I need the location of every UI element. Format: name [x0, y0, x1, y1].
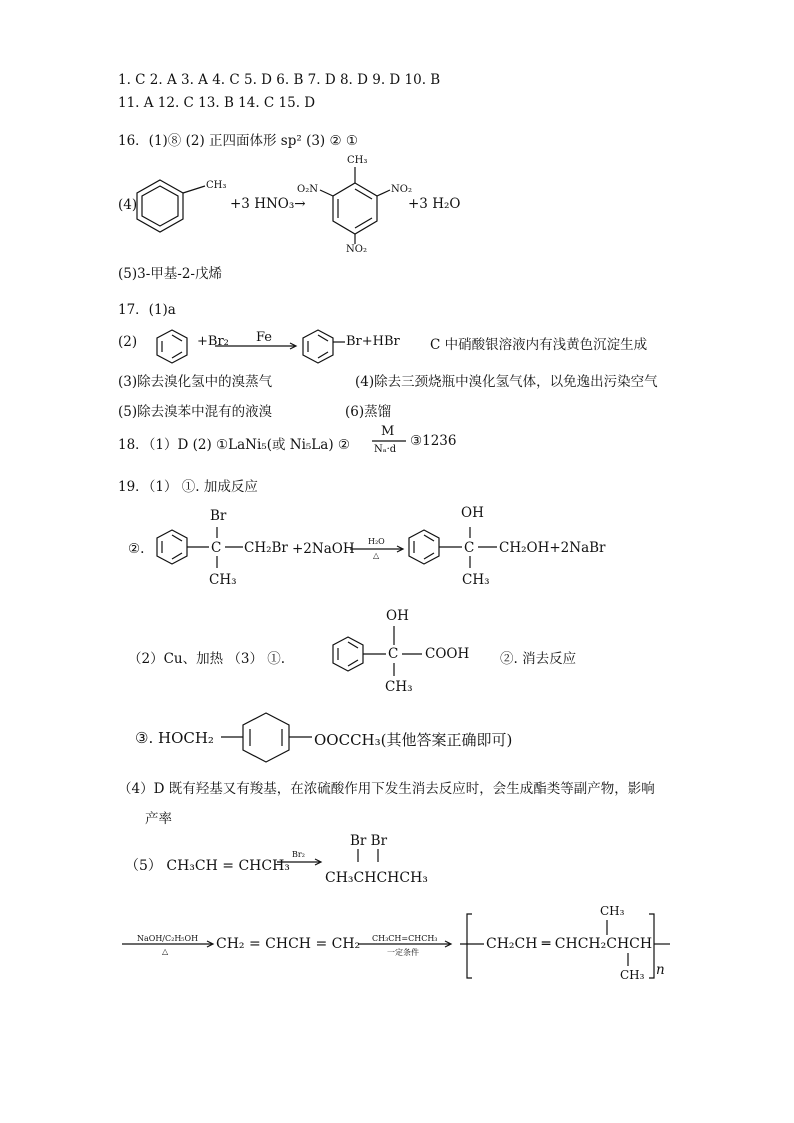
- q19-delta-condition: △: [373, 551, 380, 560]
- q19-acid-cooh: COOH: [425, 646, 470, 662]
- q19-p4b: 产率: [145, 811, 172, 827]
- q19-naoh: +2NaOH: [292, 541, 355, 557]
- q19-ch2br: CH₂Br: [244, 540, 288, 556]
- q19-polymer: CH₂CH ═ CHCH₂CHCH: [486, 936, 653, 952]
- q18-frac-num: M: [381, 424, 395, 439]
- q18-line: 18．（1）D (2) ①LaNi₅(或 Ni₅La) ②: [118, 437, 350, 453]
- q19-c-right: C: [464, 540, 475, 556]
- q16-p5: (5)3-甲基-2-戊烯: [118, 266, 222, 282]
- q19-p5-br2: Br₂: [292, 850, 305, 859]
- q16-plus-h2o: +3 H₂O: [408, 196, 461, 212]
- q19-p5-prod: CH₃CHCHCH₃: [325, 870, 428, 886]
- tnt-no2-bottom: NO₂: [346, 244, 367, 255]
- q19-h2o-condition: H₂O: [368, 537, 385, 546]
- q19-poly-ch3-top: CH₃: [600, 904, 625, 918]
- answers-row-2: 11. A 12. C 13. B 14. C 15. D: [118, 95, 316, 111]
- q17-p4: (4)除去三颈烧瓶中溴化氢气体，以免逸出污染空气: [355, 374, 658, 390]
- q19-ch2oh-nabr: CH₂OH+2NaBr: [499, 540, 606, 556]
- q19-p6-cond2: CH₃CH=CHCH₃: [372, 934, 438, 943]
- q18-frac-den: Nₐ·d: [374, 444, 397, 455]
- q17-p2-label: (2): [118, 334, 138, 350]
- q19-p2-label: ②.: [128, 541, 145, 557]
- q19-p3b: ②. 消去反应: [500, 651, 577, 667]
- q17-p1: 17．(1)a: [118, 302, 176, 318]
- q17-br2: +Br₂: [197, 334, 229, 349]
- q19-p3c-label: ③. HOCH₂: [135, 729, 214, 747]
- q19-acid-c: C: [388, 646, 399, 662]
- toluene-ch3: CH₃: [206, 180, 227, 191]
- q16-plus-hno3: +3 HNO₃→: [230, 196, 306, 212]
- q16-p4-label: (4): [118, 197, 138, 213]
- q19-p2b: （2）Cu、加热 （3） ①.: [128, 651, 286, 667]
- answers-row-1: 1. C 2. A 3. A 4. C 5. D 6. B 7. D 8. D 9. D 10. B: [118, 72, 441, 88]
- q19-p6-cond2b: 一定条件: [387, 948, 419, 957]
- q19-poly-n: n: [656, 962, 665, 978]
- q19-brbr: Br Br: [350, 833, 388, 849]
- q16-line: 16．(1)⑧ (2) 正四面体形 sp² (3) ② ①: [118, 133, 358, 149]
- q17-p2-text: C 中硝酸银溶液内有浅黄色沉淀生成: [430, 337, 648, 353]
- q17-p3: (3)除去溴化氢中的溴蒸气: [118, 374, 273, 390]
- q19-oh-top: OH: [461, 505, 484, 521]
- q17-brhbr: Br+HBr: [346, 334, 400, 349]
- q19-p1: 19．（1） ①. 加成反应: [118, 479, 258, 495]
- tnt-ch3: CH₃: [347, 155, 368, 166]
- q19-br-top: Br: [210, 508, 227, 524]
- q19-p6-cond: NaOH/C₂H₅OH: [137, 934, 199, 943]
- q19-p3c-tail: OOCCH₃(其他答案正确即可): [314, 731, 513, 749]
- q17-p6: (6)蒸馏: [345, 404, 392, 420]
- q19-p4: （4）D 既有羟基又有羧基，在浓硫酸作用下发生消去反应时，会生成酯类等副产物，影响: [118, 781, 655, 797]
- q19-acid-oh: OH: [386, 608, 409, 624]
- q19-p5-label: （5） CH₃CH = CHCH₃: [125, 858, 290, 874]
- q19-c-left: C: [211, 540, 222, 556]
- q17-p5: (5)除去溴苯中混有的液溴: [118, 404, 273, 420]
- q19-p6-diene: CH₂ = CHCH = CH₂: [216, 936, 361, 952]
- q17-fe-catalyst: Fe: [256, 330, 273, 345]
- q19-ch3-right: CH₃: [462, 572, 490, 588]
- q19-p6-delta: △: [162, 947, 169, 956]
- tnt-o2n-left: O₂N: [297, 184, 318, 195]
- q19-poly-ch3-bottom: CH₃: [620, 968, 645, 982]
- q19-ch3-left: CH₃: [209, 572, 237, 588]
- q18-tail: ③1236: [410, 433, 457, 449]
- q19-acid-ch3: CH₃: [385, 679, 413, 695]
- tnt-no2-right: NO₂: [391, 184, 412, 195]
